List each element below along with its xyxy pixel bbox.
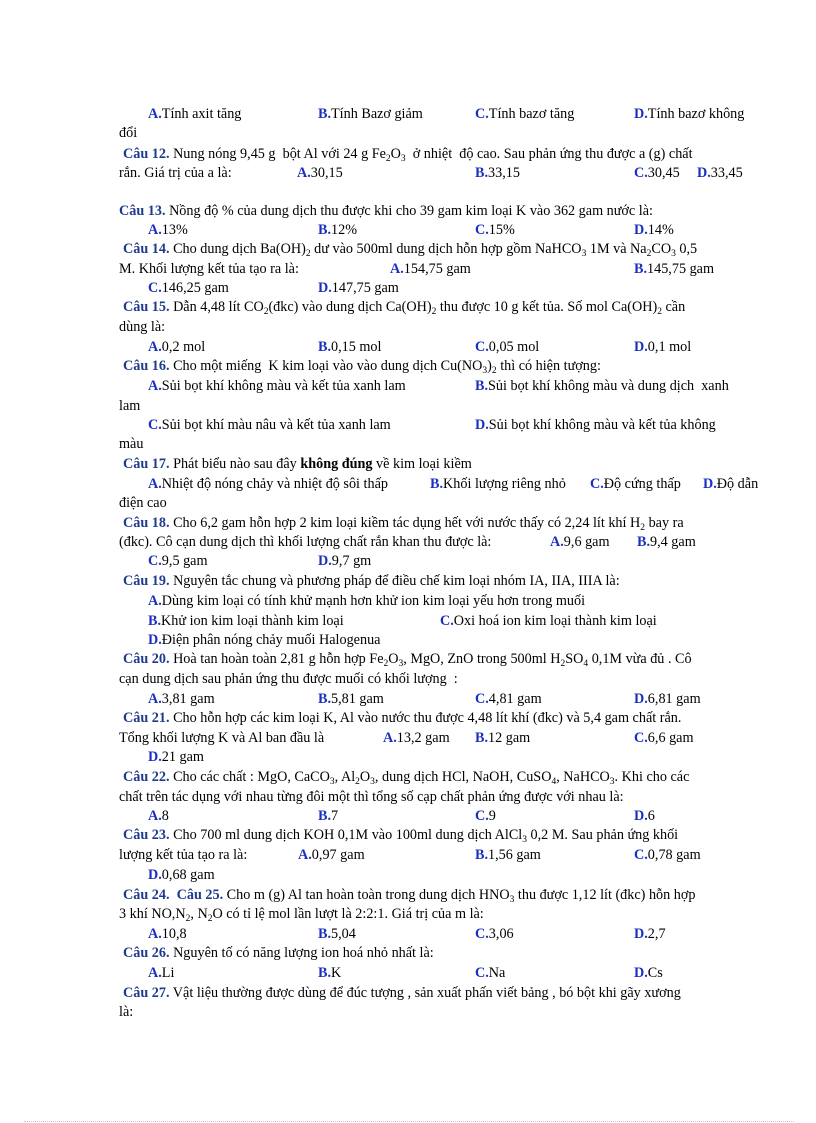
option-a: A.Tính axit tăng — [148, 106, 242, 122]
option-b: B.12% — [318, 222, 358, 238]
option-b: B.5,04 — [318, 926, 356, 942]
option-d: D.6 — [634, 808, 655, 824]
option-c: C.Độ cứng thấp — [590, 476, 681, 492]
option-d-cont: màu — [119, 436, 144, 452]
option-d: D.147,75 gam — [318, 280, 399, 296]
option-d: D.Điện phân nóng chảy muối Halogenua — [148, 632, 381, 648]
question-18: Câu 18. Cho 6,2 gam hỗn hợp 2 kim loại kiềm tác dụng hết với nước thấy có 2,24 lít khí $H_2$ bay ra — [123, 515, 684, 533]
option-c: C.6,6 gam — [634, 730, 694, 746]
question-17: Câu 17. Phát biểu nào sau đây không đúng về kim loại kiềm — [123, 456, 472, 472]
option-c: C.9 — [475, 808, 496, 824]
option-a: A.154,75 gam — [390, 261, 471, 277]
option-c: C.0,05 mol — [475, 339, 540, 355]
option-b: B.12 gam — [475, 730, 531, 746]
option-c: C.Oxi hoá ion kim loại thành kim loại — [440, 613, 657, 629]
option-d-cont: điện cao — [119, 495, 167, 511]
option-d: D.33,45 — [697, 165, 743, 181]
question-27-cont: là: — [119, 1004, 134, 1020]
question-19: Câu 19. Nguyên tắc chung và phương pháp để điều chế kim loại nhóm IA, IIA, IIIA là: — [123, 573, 620, 589]
question-14: Câu 14. Cho dung dịch $Ba(OH)_2$ dư vào 500ml dung dịch hỗn hợp gồm NaHCO$_3$ 1M và $Na_2CO_3$ 0,5 — [123, 241, 698, 259]
option-d: D.Sủi bọt khí không màu và kết tủa không — [475, 417, 716, 433]
option-d: D.14% — [634, 222, 674, 238]
option-b: B.0,15 mol — [318, 339, 382, 355]
question-21-cont: Tổng khối lượng K và Al ban đầu là — [119, 730, 325, 746]
question-24-25-cont: 3 khí $NO,N_2$, $N_2O$ có tỉ lệ mol lần lượt là 2:2:1. Giá trị của m là: — [119, 906, 484, 924]
option-b: B.K — [318, 965, 342, 981]
option-d: D.21 gam — [148, 749, 204, 765]
option-a: A.Li — [148, 965, 175, 981]
page-divider — [24, 1121, 794, 1122]
option-b: B.33,15 — [475, 165, 520, 181]
option-b: B.5,81 gam — [318, 691, 384, 707]
question-18-cont: (đkc). Cô cạn dung dịch thì khối lượng chất rắn khan thu được là: — [119, 534, 492, 550]
option-d: D.Tính bazơ không — [634, 106, 745, 122]
option-b: B.Sủi bọt khí không màu và dung dịch xanh — [475, 378, 729, 394]
question-27: Câu 27. Vật liệu thường được dùng để đúc tượng , sản xuất phấn viết bảng , bó bột khi gãy xương — [123, 985, 681, 1001]
option-d: D.Cs — [634, 965, 663, 981]
option-a: A.9,6 gam — [550, 534, 610, 550]
option-a: A.13,2 gam — [383, 730, 450, 746]
option-c: C.Na — [475, 965, 506, 981]
option-c: C.4,81 gam — [475, 691, 542, 707]
option-b: B.Tính Bazơ giảm — [318, 106, 423, 122]
option-c: C.146,25 gam — [148, 280, 229, 296]
option-b: B.Khối lượng riêng nhỏ — [430, 476, 566, 492]
option-b: B.9,4 gam — [637, 534, 696, 550]
option-b: B.Khử ion kim loại thành kim loại — [148, 613, 344, 629]
option-b: B.145,75 gam — [634, 261, 715, 277]
option-c: C.9,5 gam — [148, 553, 208, 569]
question-21: Câu 21. Cho hỗn hợp các kim loại K, Al vào nước thu được 4,48 lít khí (đkc) và 5,4 gam chất rắn. — [123, 710, 682, 726]
question-13: Câu 13. Nồng độ % của dung dịch thu được khi cho 39 gam kim loại K vào 362 gam nước là: — [119, 203, 653, 219]
option-b: B.7 — [318, 808, 339, 824]
question-20-cont: cạn dung dịch sau phản ứng thu được muối có khối lượng : — [119, 671, 458, 687]
question-26: Câu 26. Nguyên tố có năng lượng ion hoá nhỏ nhất là: — [123, 945, 434, 961]
question-12: Câu 12. Nung nóng 9,45 g bột Al với 24 g $Fe_2O_3$ ở nhiệt độ cao. Sau phản ứng thu được a (g) chất — [123, 146, 693, 164]
question-23: Câu 23. Cho 700 ml dung dịch KOH 0,1M vào 100ml dung dịch AlCl$_3$ 0,2 M. Sau phản ứng khối — [123, 827, 679, 845]
option-a: A.3,81 gam — [148, 691, 215, 707]
option-a: A.Nhiệt độ nóng chảy và nhiệt độ sôi thấp — [148, 476, 388, 492]
option-d: D.0,68 gam — [148, 867, 215, 883]
question-15: Câu 15. Dẫn 4,48 lít $CO_2(đkc)$ vào dung dịch $Ca(OH)_2$ thu được 10 g kết tủa. Số mol $Ca(OH)_2$ cần — [123, 299, 686, 317]
question-12-cont: rắn. Giá trị của a là: — [119, 165, 232, 181]
option-a: A.8 — [148, 808, 169, 824]
question-16: Câu 16. Cho một miếng K kim loại vào vào dung dịch $Cu(NO_3)_2$ thì có hiện tượng: — [123, 358, 601, 376]
option-a: A.13% — [148, 222, 188, 238]
option-a: A.Dùng kim loại có tính khử mạnh hơn khử ion kim loại yếu hơn trong muối — [148, 593, 586, 609]
question-22-cont: chất trên tác dụng với nhau từng đôi một thì tổng số cạp chất phản ứng được với nhau là: — [119, 789, 624, 805]
option-a: A.30,15 — [297, 165, 343, 181]
option-c: C.15% — [475, 222, 515, 238]
option-b-cont: lam — [119, 398, 141, 414]
option-d: D.9,7 gm — [318, 553, 372, 569]
question-20: Câu 20. Hoà tan hoàn toàn 2,81 g hỗn hợp $Fe_2O_3$, MgO, ZnO trong 500ml $H_2SO_4$ 0,1M vừa đủ . Cô — [123, 651, 692, 669]
option-d-cont: đổi — [119, 125, 138, 141]
question-23-cont: lượng kết tủa tạo ra là: — [119, 847, 248, 863]
option-a: A.0,2 mol — [148, 339, 206, 355]
question-24-25: Câu 24. Câu 25. Cho m (g) Al tan hoàn toàn trong dung dịch $HNO_3$ thu được 1,12 lít (đkc) hỗn hợp — [123, 887, 696, 905]
option-c: C.Tính bazơ tăng — [475, 106, 575, 122]
option-a: A.0,97 gam — [298, 847, 365, 863]
option-a: A.Sủi bọt khí không màu và kết tủa xanh lam — [148, 378, 406, 394]
question-15-cont: dùng là: — [119, 319, 166, 335]
option-a: A.10,8 — [148, 926, 187, 942]
question-22: Câu 22. Cho các chất : MgO, CaCO$_3$, $Al_2O_3$, dung dịch HCl, NaOH, CuSO$_4$, NaHCO$_3$. Khi cho các — [123, 769, 690, 787]
question-14-cont: M. Khối lượng kết tủa tạo ra là: — [119, 261, 299, 277]
option-d: D.6,81 gam — [634, 691, 701, 707]
option-c: C.3,06 — [475, 926, 514, 942]
option-c: C.30,45 — [634, 165, 680, 181]
option-d: D.2,7 — [634, 926, 666, 942]
option-b: B.1,56 gam — [475, 847, 541, 863]
option-c: C.0,78 gam — [634, 847, 701, 863]
option-c: C.Sủi bọt khí màu nâu và kết tủa xanh lam — [148, 417, 391, 433]
option-d: D.Độ dẫn — [703, 476, 759, 492]
option-d: D.0,1 mol — [634, 339, 692, 355]
